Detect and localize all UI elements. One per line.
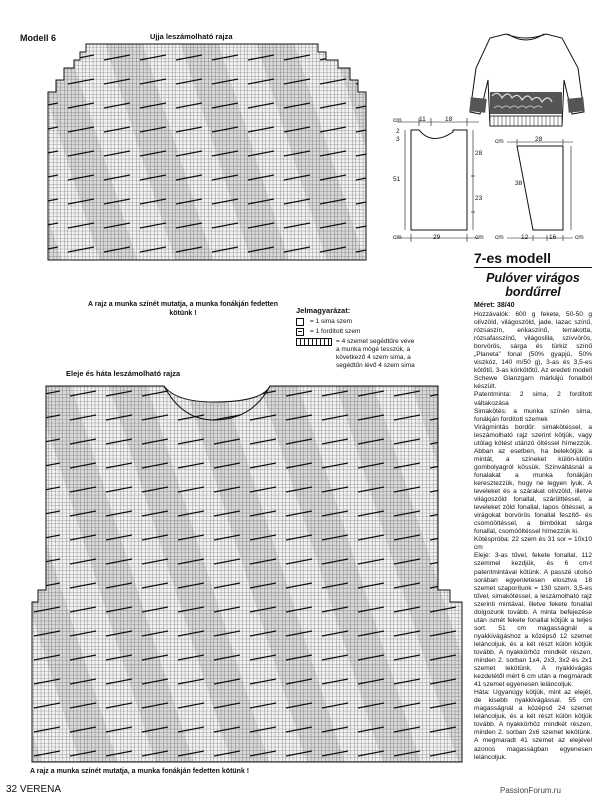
sleeve-schematic-right-unit: cm	[575, 234, 584, 241]
front-back-chart	[30, 376, 464, 764]
legend-title: Jelmagyarázat:	[296, 306, 351, 315]
footer-page	[6, 784, 61, 795]
schematic-top-number-2: 18	[445, 116, 453, 123]
magazine-name: VERENA	[19, 784, 62, 795]
schematic-left-number-3: 51	[393, 176, 401, 183]
article-body: Hozzávalók: 600 g fekete, 50-50 g olívzöld, világoszöld, jade, lazac színű, rózsaszín, erikaszínű, terrakotta, rózsafasszínű, világoslila, szívvörös, borvörös, sárga és türkiz színű „Planeta” fonal (50% gyapjú, 50% viszkóz, 140 m/50 g), 3-as és 3,5-es kötőtű, 3-as körkötőtű. Az eredeti modell Schewe Glanzgarn márkájú fonalból készült. Patentminta: 2 sima, 2 fordított váltakozása Simakötés: a munka színén sima, fonákján fordított szemek Virágmintás bordűr: simakötéssel, a leszámolható rajz szerint kötjük, vagy utólag kötést utánzó öltéssel hímezzük. Abban az esetben, ha belekötjük a mintát, a színeket külön-külön gombolyagról kössük. Színváltásnál a fonalakat a munka fonákján keresztezzük, hogy ne legyen lyuk. A leveleket és a szárakat olívzöld, illetve világoszöld fonallal, szárölttéssel, a leveleket zöld fonallal, lapos öltéssel, a virágokat borvörös fonallal feszítő- és csomóöltéssel, a bimbókat sárga fonallal, csomóöltéssel hímezzük ki. Kötéspróba: 22 szem és 31 sor = 10x10 cm Eleje: 3-as tűvel, fekete fonallal, 112 szemmel kezdjük, és 6 cm-t patentmintával kötünk. A passzé utolsó sorában egyenletesen elosztva 18 szemet szaporítunk = 130 szem. 3,5-es tűvel, simakötéssel, a leszámolható rajz szerinti mintával, illetve fekete fonallal dolgozunk tovább. A minta befejezése után ismét fekete fonallal kötjük a teljes sort. 51 cm magasságnál a nyakkivágáshoz a középső 12 szemet leláncoljuk, és a két részt külön kötjük tovább. A nyakkörhöz mindkét részen, minden 2. sorban 1x4, 2x3, 3x2 és 2x1 szemet lekötünk. A nyakkivágás kezdetétől mért 6 cm után a megmaradt 41 szemet egyenesen leláncoljuk. Háta: Ugyanúgy kötjük, mint az elejét, de kisebb nyakkivágással. 55 cm magasságnál a középső 24 szemet leláncoljuk, és a két részt külön kötjük tovább. A nyakkörhöz mindkét részen, minden 2. sorban 2x6 szemet lekötünk. A megmaradt 41 szemet az elejével azonos magasságban egyenesen leláncoljuk.	[474, 311, 592, 761]
body-note: A rajz a munka színét mutatja, a munka fonákján fedetten kötünk !	[30, 768, 250, 775]
legend	[296, 306, 416, 370]
article	[474, 250, 592, 763]
sleeve-schematic	[487, 138, 587, 250]
watermark: PassionForum.ru	[500, 786, 561, 795]
sleeve-schematic-bottom-unit: cm	[495, 234, 504, 241]
purl-stitch-icon	[296, 328, 304, 336]
schematic-left-number-1: 2	[396, 128, 400, 135]
schematic-right-number-2: 23	[475, 195, 483, 202]
legend-item-knit	[296, 318, 416, 326]
sleeve-note: A rajz a munka színét mutatja, a munka fonákján fedetten kötünk !	[88, 301, 278, 317]
article-title-line2: bordűrrel	[505, 285, 561, 299]
sleeve-schematic-left-number: 38	[515, 180, 523, 187]
sleeve-schematic-bottom-number-1: 12	[521, 234, 529, 241]
schematic-top-unit: cm	[393, 117, 402, 124]
sleeve-chart-title: Ujja leszámolható rajza	[150, 32, 233, 41]
sleeve-schematic-bottom-number-2: 16	[549, 234, 557, 241]
legend-item-purl-text: = 1 fordított szem	[310, 328, 361, 335]
schematic-right-unit: cm	[475, 234, 484, 241]
knit-stitch-icon	[296, 318, 304, 326]
legend-item-purl	[296, 328, 416, 336]
sleeve-schematic-top-unit: cm	[495, 138, 504, 145]
cable-icon	[296, 338, 332, 346]
schematic-right-number-1: 28	[475, 150, 483, 157]
page-number: 32	[6, 784, 18, 795]
sleeve-schematic-top-number: 28	[535, 136, 543, 143]
legend-item-cable	[296, 338, 416, 370]
schematic-bottom-unit: cm	[393, 234, 402, 241]
article-size: Méret: 38/40	[474, 302, 515, 309]
legend-item-cable-text: = 4 szemet segédtűre véve a munka mögé tesszük, a következő 4 szem sima, a segédtűn lévő 4 szem sima	[336, 338, 415, 369]
article-title-line1: Pulóver virágos	[486, 271, 580, 285]
schematic-bottom-number: 29	[433, 234, 441, 241]
legend-item-knit-text: = 1 sima szem	[310, 318, 353, 325]
sleeve-chart	[28, 40, 388, 302]
schematic-left-number-2: 3	[396, 136, 400, 143]
model-label: Modell 6	[20, 33, 57, 43]
front-back-chart-title: Eleje és háta leszámolható rajza	[66, 369, 181, 378]
schematic-top-number-1: 11	[419, 116, 426, 123]
sweater-illustration	[468, 28, 586, 132]
article-model-heading: 7-es modell	[474, 250, 592, 268]
